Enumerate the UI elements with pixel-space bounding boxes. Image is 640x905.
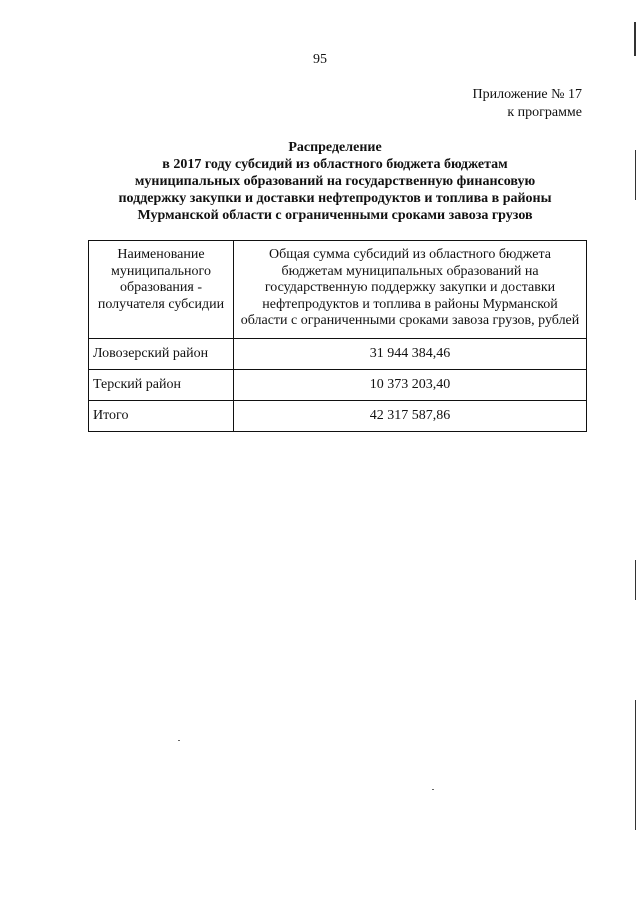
row-amount: 42 317 587,86: [234, 400, 587, 431]
table-row: [89, 369, 587, 400]
subsidies-table: [88, 240, 587, 432]
scan-artifact: [635, 700, 636, 830]
page-number: 95: [313, 52, 327, 67]
table-header-row: [89, 241, 587, 339]
row-name: Терский район: [89, 369, 234, 400]
document-title: [60, 139, 610, 224]
scan-dust: [178, 740, 180, 741]
title-line-3: муниципальных образований на государственную финансовую: [134, 174, 536, 189]
appendix-label: [473, 86, 583, 122]
appendix-program: к программе: [507, 105, 582, 120]
scan-artifact: [635, 560, 636, 600]
title-line-1: Распределение: [288, 140, 382, 155]
scan-artifact: [635, 150, 636, 200]
title-line-5: Мурманской области с ограниченными сроками завоза грузов: [137, 208, 533, 223]
header-subsidy-amount: Общая сумма субсидий из областного бюджета бюджетам муниципальных образований на государственную поддержку закупки и доставки нефтепродуктов и топлива в районы Мурманской области с ограниченными сроками завоза грузов, рублей: [234, 241, 587, 339]
title-line-4: поддержку закупки и доставки нефтепродуктов и топлива в районы: [118, 191, 552, 206]
row-name: Итого: [89, 400, 234, 431]
title-line-2: в 2017 году субсидий из областного бюджета бюджетам: [162, 157, 508, 172]
header-municipality: Наименование муниципального образования - получателя субсидии: [89, 241, 234, 339]
row-name: Ловозерский район: [89, 338, 234, 369]
scan-dust: [432, 789, 434, 790]
row-amount: 31 944 384,46: [234, 338, 587, 369]
table-row-total: [89, 400, 587, 431]
table-row: [89, 338, 587, 369]
scan-artifact: [634, 22, 636, 56]
row-amount: 10 373 203,40: [234, 369, 587, 400]
appendix-number: Приложение № 17: [472, 87, 582, 102]
